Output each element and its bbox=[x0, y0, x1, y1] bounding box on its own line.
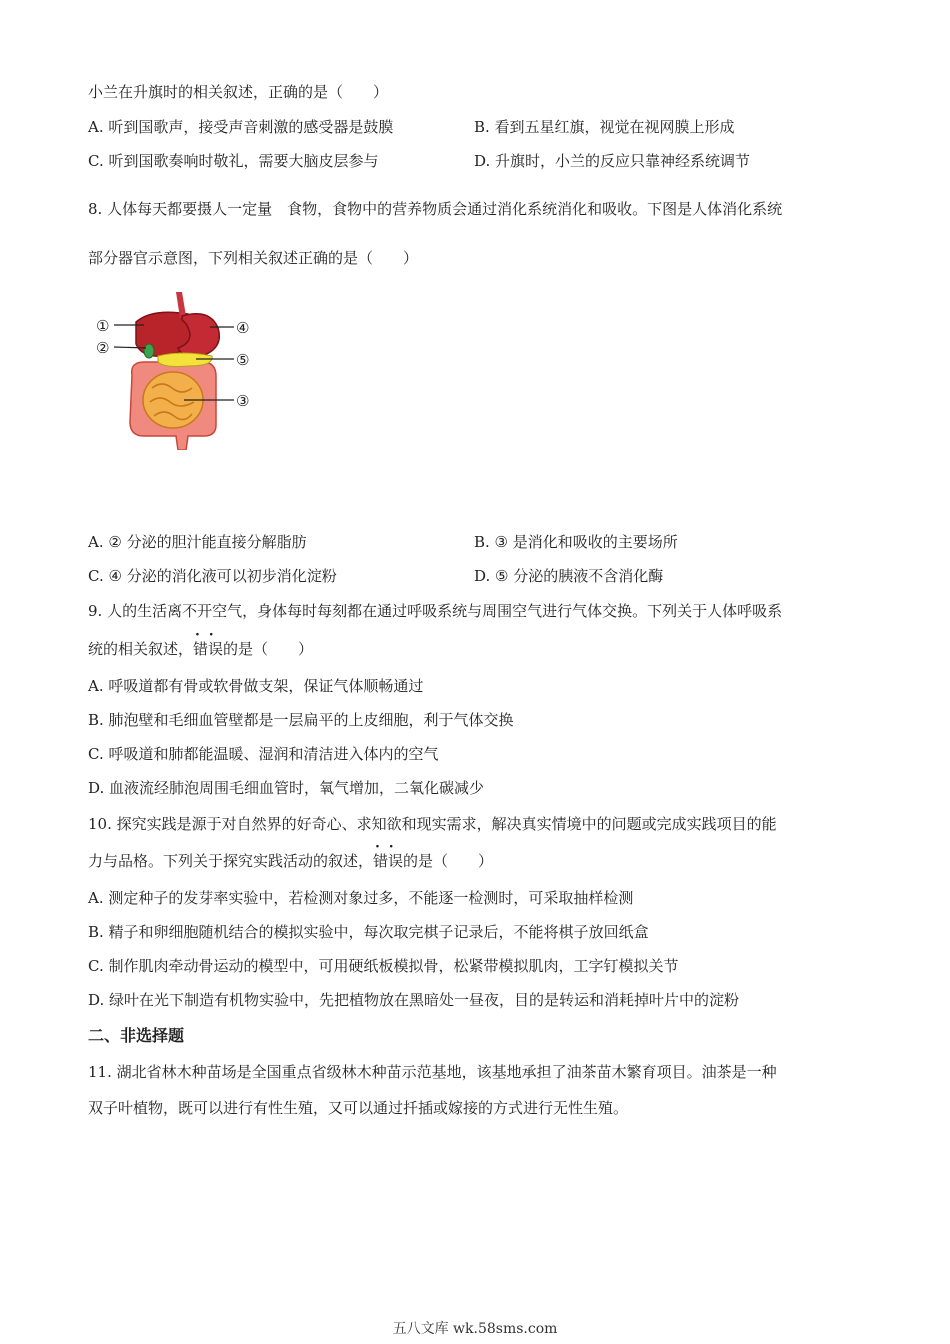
section-heading: 二、非选择题 bbox=[88, 1026, 185, 1045]
q8-option-c: C. ④ 分泌的消化液可以初步消化淀粉 bbox=[88, 567, 337, 585]
q10-option-c: C. 制作肌肉牵动骨运动的模型中，可用硬纸板模拟骨，松紧带模拟肌肉，工字钉模拟关节 bbox=[88, 957, 679, 975]
q9-stem-line1: 9. 人的生活离不开空气，身体每时每刻都在通过呼吸系统与周围空气进行气体交换。下列关于人体呼吸系 bbox=[88, 602, 783, 620]
q10-stem-emphasis: · · 错误 bbox=[373, 850, 403, 872]
label-3: ③ bbox=[236, 392, 250, 410]
q7-stem: 小兰在升旗时的相关叙述，正确的是（ ） bbox=[88, 83, 389, 101]
q10-stem-line2 bbox=[88, 850, 493, 872]
q10-option-b: B. 精子和卵细胞随机结合的模拟实验中，每次取完棋子记录后，不能将棋子放回纸盒 bbox=[88, 923, 649, 941]
q9-option-d: D. 血液流经肺泡周围毛细血管时，氧气增加，二氧化碳减少 bbox=[88, 779, 485, 797]
q9-stem-line2 bbox=[88, 638, 313, 660]
q9-stem-post: 的是（ ） bbox=[223, 640, 314, 658]
label-4: ④ bbox=[236, 319, 250, 337]
q9-stem-pre: 统的相关叙述， bbox=[88, 640, 194, 658]
q7-option-c: C. 听到国歌奏响时敬礼，需要大脑皮层参与 bbox=[88, 152, 379, 170]
q10-option-d: D. 绿叶在光下制造有机物实验中，先把植物放在黑暗处一昼夜，目的是转运和消耗掉叶片中的淀粉 bbox=[88, 991, 740, 1009]
pancreas bbox=[158, 353, 212, 367]
label-1: ① bbox=[96, 317, 110, 335]
q8-stem-line1: 8. 人体每天都要摄人一定量 食物，食物中的营养物质会通过消化系统消化和吸收。下图是人体消化系统 bbox=[88, 200, 783, 218]
q9-option-b: B. 肺泡壁和毛细血管壁都是一层扁平的上皮细胞，利于气体交换 bbox=[88, 711, 514, 729]
q11-line2: 双子叶植物，既可以进行有性生殖，又可以通过扦插或嫁接的方式进行无性生殖。 bbox=[88, 1099, 629, 1117]
label-2: ② bbox=[96, 339, 110, 357]
q8-option-b: B. ③ 是消化和吸收的主要场所 bbox=[474, 533, 678, 551]
q7-option-a: A. 听到国歌声，接受声音刺激的感受器是鼓膜 bbox=[88, 118, 394, 136]
q9-option-c: C. 呼吸道和肺都能温暖、湿润和清洁进入体内的空气 bbox=[88, 745, 439, 763]
q10-option-a: A. 测定种子的发芽率实验中，若检测对象过多，不能逐一检测时，可采取抽样检测 bbox=[88, 889, 634, 907]
q10-stem-post: 的是（ ） bbox=[403, 852, 494, 870]
digestive-system-diagram bbox=[92, 290, 262, 450]
q9-stem-emphasis: · · 错误 bbox=[193, 638, 223, 660]
q10-stem-pre: 力与品格。下列关于探究实践活动的叙述， bbox=[88, 852, 374, 870]
label-5: ⑤ bbox=[236, 351, 250, 369]
q8-option-a: A. ② 分泌的胆汁能直接分解脂肪 bbox=[88, 533, 307, 551]
q11-line1: 11. 湖北省林木种苗场是全国重点省级林木种苗示范基地，该基地承担了油茶苗木繁育项目。油茶是一种 bbox=[88, 1063, 777, 1081]
footer-watermark: 五八文库 wk.58sms.com bbox=[392, 1321, 558, 1337]
q7-option-b: B. 看到五星红旗，视觉在视网膜上形成 bbox=[474, 118, 735, 136]
q8-stem-line2: 部分器官示意图，下列相关叙述正确的是（ ） bbox=[88, 249, 419, 267]
q9-option-a: A. 呼吸道都有骨或软骨做支架，保证气体顺畅通过 bbox=[88, 677, 424, 695]
gallbladder bbox=[144, 344, 154, 358]
q10-stem-line1: 10. 探究实践是源于对自然界的好奇心、求知欲和现实需求，解决真实情境中的问题或完成实践项目的能 bbox=[88, 815, 777, 833]
q8-option-d: D. ⑤ 分泌的胰液不含消化酶 bbox=[474, 567, 664, 585]
q7-option-d: D. 升旗时，小兰的反应只靠神经系统调节 bbox=[474, 152, 751, 170]
